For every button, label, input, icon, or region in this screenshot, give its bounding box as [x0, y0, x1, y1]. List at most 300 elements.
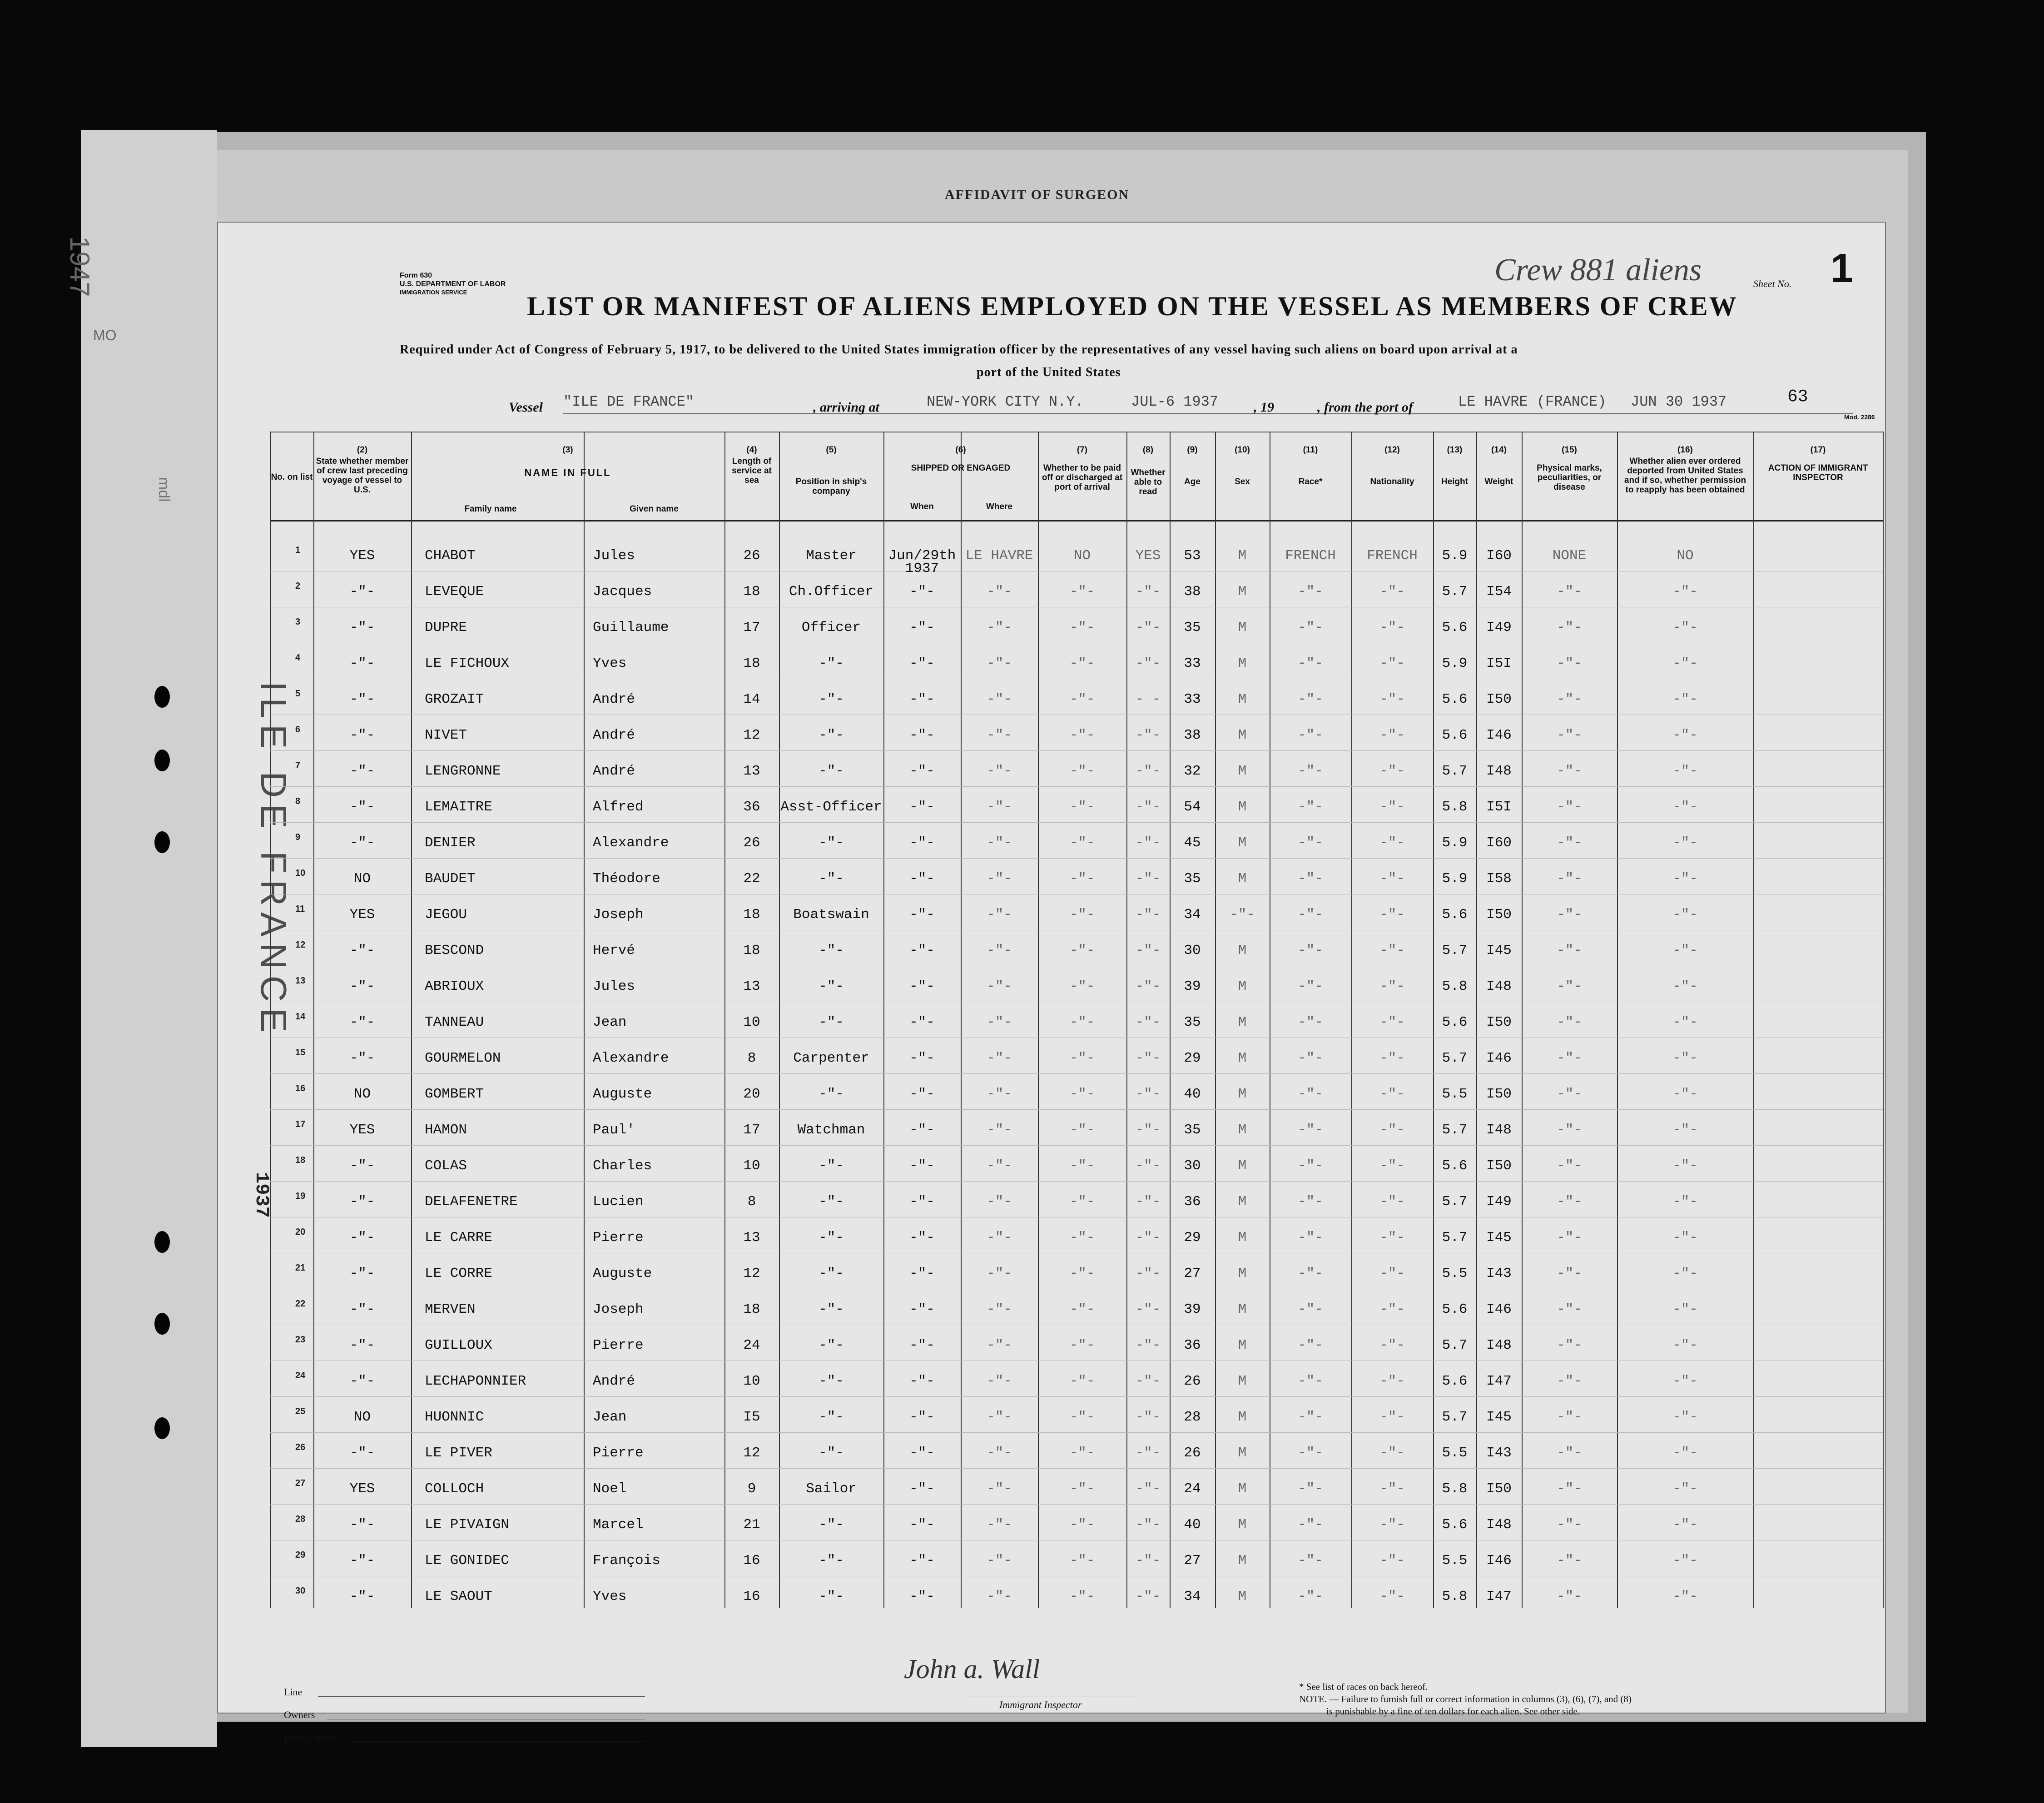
cell-phys: -"-	[1557, 656, 1582, 671]
vessel-name: "ILE DE FRANCE"	[563, 393, 695, 410]
cell-race: -"-	[1298, 1158, 1323, 1174]
cell-fam: LE CARRE	[425, 1230, 492, 1246]
cell-where: -"-	[987, 1481, 1012, 1497]
cell-when: -"-	[909, 871, 935, 887]
cell-phys: -"-	[1557, 620, 1582, 636]
cell-race: -"-	[1298, 1481, 1323, 1497]
cell-svc: 10	[743, 1373, 760, 1389]
cell-fam: LENGRONNE	[425, 763, 501, 779]
page-number: 63	[1787, 387, 1808, 407]
cell-fam: LE FICHOUX	[425, 656, 510, 671]
footer-note-failure: NOTE. — Failure to furnish full or correct information in columns (3), (6), (7), and (8)	[1299, 1694, 1632, 1704]
header-c3-num: (3)	[562, 445, 573, 455]
cell-nat: -"-	[1379, 1553, 1405, 1569]
cell-when: -"-	[909, 907, 935, 923]
cell-wt: I47	[1486, 1373, 1512, 1389]
cell-giv: André	[593, 763, 635, 779]
cell-prev: YES	[349, 1481, 375, 1497]
cell-pos: Officer	[801, 620, 861, 636]
row-rule	[270, 750, 1883, 751]
cell-ht: 5.8	[1442, 978, 1468, 994]
cell-race: FRENCH	[1285, 548, 1336, 564]
cell-wt: I50	[1486, 1158, 1512, 1174]
cell-paid: -"-	[1069, 1409, 1095, 1425]
row-rule	[270, 1396, 1883, 1397]
act-text-continued: port of the United States	[977, 365, 1121, 379]
department: U.S. DEPARTMENT OF LABOR	[400, 280, 506, 288]
cell-pos: Sailor	[806, 1481, 857, 1497]
cell-fam: CHABOT	[425, 548, 476, 564]
cell-age: 34	[1184, 1589, 1201, 1604]
cell-read: -"-	[1135, 978, 1161, 994]
cell-race: -"-	[1298, 978, 1323, 994]
cell-ht: 5.7	[1442, 1050, 1468, 1066]
cell-read: -"-	[1135, 799, 1161, 815]
cell-pos: Watchman	[797, 1122, 865, 1138]
cell-race: -"-	[1298, 943, 1323, 959]
cell-ht: 5.6	[1442, 1373, 1468, 1389]
cell-nat: -"-	[1379, 1589, 1405, 1604]
cell-race: -"-	[1298, 584, 1323, 600]
cell-pos: -"-	[819, 1158, 844, 1174]
cell-ht: 5.6	[1442, 1301, 1468, 1317]
footer-note-races: * See list of races on back hereof.	[1299, 1681, 1428, 1692]
cell-race: -"-	[1298, 1553, 1323, 1569]
cell-phys: -"-	[1557, 1158, 1582, 1174]
cell-pos: Asst-Officer	[780, 799, 882, 815]
cell-read: -"-	[1135, 1517, 1161, 1533]
cell-dep: -"-	[1672, 1337, 1698, 1353]
cell-prev: -"-	[349, 835, 375, 851]
cell-wt: I48	[1486, 978, 1512, 994]
header-service: Length of service at sea	[732, 457, 772, 485]
cell-svc: 16	[743, 1553, 760, 1569]
cell-age: 36	[1184, 1337, 1201, 1353]
cell-fam: LEMAITRE	[425, 799, 492, 815]
cell-dep: -"-	[1672, 1301, 1698, 1317]
row-rule	[270, 1468, 1883, 1469]
cell-dep: -"-	[1672, 1050, 1698, 1066]
cell-nat: -"-	[1379, 799, 1405, 815]
cell-age: 54	[1184, 799, 1201, 815]
cell-pos: -"-	[819, 727, 844, 743]
cell-paid: -"-	[1069, 1050, 1095, 1066]
strip-handwritten-ref: 1947	[64, 236, 95, 297]
cell-read: -"-	[1135, 1481, 1161, 1497]
cell-phys: -"-	[1557, 763, 1582, 779]
cell-fam: BAUDET	[425, 871, 476, 887]
cell-dep: -"-	[1672, 1589, 1698, 1604]
cell-fam: LE PIVER	[425, 1445, 492, 1461]
cell-svc: 13	[743, 763, 760, 779]
footer-agents-label: Local Agents	[284, 1732, 337, 1743]
cell-paid: -"-	[1069, 907, 1095, 923]
cell-svc: 9	[747, 1481, 756, 1497]
cell-pos: -"-	[819, 656, 844, 671]
cell-giv: Guillaume	[593, 620, 669, 636]
cell-prev: -"-	[349, 584, 375, 600]
cell-race: -"-	[1298, 656, 1323, 671]
cell-nat: -"-	[1379, 1301, 1405, 1317]
cell-phys: -"-	[1557, 584, 1582, 600]
row-number: 30	[295, 1586, 306, 1596]
cell-fam: DUPRE	[425, 620, 467, 636]
cell-giv: Jules	[593, 548, 635, 564]
cell-ht: 5.6	[1442, 620, 1468, 636]
cell-ht: 5.8	[1442, 799, 1468, 815]
header-sex: Sex	[1235, 477, 1250, 487]
cell-giv: Pierre	[593, 1445, 644, 1461]
row-rule	[270, 822, 1883, 823]
header-c12-num: (12)	[1384, 445, 1400, 455]
cell-where: -"-	[987, 1301, 1012, 1317]
cell-ht: 5.6	[1442, 691, 1468, 707]
row-number: 7	[295, 760, 301, 770]
cell-giv: Charles	[593, 1158, 652, 1174]
footer-line-label: Line	[284, 1686, 303, 1698]
cell-pos: -"-	[819, 1553, 844, 1569]
cell-nat: -"-	[1379, 1445, 1405, 1461]
cell-when-year: 1937	[905, 561, 939, 576]
row-rule	[270, 1145, 1883, 1146]
crew-table	[270, 432, 1883, 1608]
cell-prev: -"-	[349, 799, 375, 815]
cell-giv: Joseph	[593, 1301, 644, 1317]
cell-pos: -"-	[819, 1445, 844, 1461]
cell-paid: -"-	[1069, 727, 1095, 743]
cell-where: -"-	[987, 907, 1012, 923]
cell-where: -"-	[987, 1050, 1012, 1066]
cell-prev: -"-	[349, 1230, 375, 1246]
cell-age: 32	[1184, 763, 1201, 779]
cell-svc: 26	[743, 835, 760, 851]
cell-dep: -"-	[1672, 835, 1698, 851]
header-read: Whether able to read	[1131, 468, 1166, 497]
cell-where: -"-	[987, 1158, 1012, 1174]
cell-race: -"-	[1298, 1445, 1323, 1461]
cell-where: -"-	[987, 835, 1012, 851]
cell-age: 34	[1184, 907, 1201, 923]
footer-line-rule	[318, 1696, 645, 1697]
cell-dep: -"-	[1672, 871, 1698, 887]
cell-when: -"-	[909, 1301, 935, 1317]
cell-giv: André	[593, 691, 635, 707]
header-height: Height	[1441, 477, 1469, 487]
cell-phys: -"-	[1557, 1050, 1582, 1066]
cell-where: -"-	[987, 620, 1012, 636]
cell-where: -"-	[987, 1014, 1012, 1030]
cell-race: -"-	[1298, 763, 1323, 779]
cell-when: -"-	[909, 1373, 935, 1389]
cell-paid: NO	[1073, 548, 1091, 564]
cell-wt: I48	[1486, 763, 1512, 779]
cell-where: LE HAVRE	[965, 548, 1033, 564]
cell-age: 28	[1184, 1409, 1201, 1425]
cell-nat: -"-	[1379, 727, 1405, 743]
cell-paid: -"-	[1069, 978, 1095, 994]
cell-dep: -"-	[1672, 1122, 1698, 1138]
cell-wt: I54	[1486, 584, 1512, 600]
cell-paid: -"-	[1069, 799, 1095, 815]
cell-age: 39	[1184, 1301, 1201, 1317]
cell-age: 33	[1184, 691, 1201, 707]
cell-when: -"-	[909, 1517, 935, 1533]
cell-ht: 5.7	[1442, 1409, 1468, 1425]
cell-read: -"-	[1135, 1409, 1161, 1425]
cell-prev: -"-	[349, 1266, 375, 1281]
cell-read: -"-	[1135, 1194, 1161, 1210]
cell-sex: M	[1238, 1194, 1247, 1210]
cell-where: -"-	[987, 1445, 1012, 1461]
cell-pos: -"-	[819, 978, 844, 994]
header-where: Where	[986, 502, 1013, 512]
cell-read: -"-	[1135, 907, 1161, 923]
cell-wt: I58	[1486, 871, 1512, 887]
cell-age: 27	[1184, 1266, 1201, 1281]
row-number: 29	[295, 1550, 306, 1560]
cell-sex: M	[1238, 1445, 1247, 1461]
row-number: 22	[295, 1299, 306, 1309]
cell-age: 36	[1184, 1194, 1201, 1210]
cell-giv: Yves	[593, 1589, 627, 1604]
cell-fam: LE SAOUT	[425, 1589, 492, 1604]
cell-nat: -"-	[1379, 1158, 1405, 1174]
cell-age: 30	[1184, 943, 1201, 959]
cell-where: -"-	[987, 656, 1012, 671]
cell-when: Jun/29th	[888, 548, 956, 564]
cell-pos: Ch.Officer	[789, 584, 874, 600]
cell-sex: M	[1238, 691, 1247, 707]
cell-svc: 22	[743, 871, 760, 887]
header-nationality: Nationality	[1370, 477, 1414, 487]
cell-fam: BESCOND	[425, 943, 484, 959]
cell-dep: NO	[1677, 548, 1694, 564]
cell-ht: 5.5	[1442, 1553, 1468, 1569]
from-port-label: , from the port of	[1317, 400, 1413, 415]
header-c2-num: (2)	[357, 445, 368, 455]
cell-fam: LE PIVAIGN	[425, 1517, 510, 1533]
cell-when: -"-	[909, 1266, 935, 1281]
cell-read: -"-	[1135, 1301, 1161, 1317]
cell-giv: Jacques	[593, 584, 652, 600]
row-number: 17	[295, 1119, 306, 1129]
cell-dep: -"-	[1672, 907, 1698, 923]
cell-paid: -"-	[1069, 871, 1095, 887]
row-rule	[270, 1181, 1883, 1182]
cell-when: -"-	[909, 835, 935, 851]
cell-sex: M	[1238, 943, 1247, 959]
cell-age: 35	[1184, 871, 1201, 887]
cell-read: -"-	[1135, 620, 1161, 636]
service: IMMIGRATION SERVICE	[400, 289, 467, 296]
cell-phys: -"-	[1557, 1301, 1582, 1317]
cell-read: -"-	[1135, 1158, 1161, 1174]
cell-prev: -"-	[349, 943, 375, 959]
cell-paid: -"-	[1069, 1589, 1095, 1604]
punch-hole	[154, 1313, 170, 1335]
punch-hole	[154, 750, 170, 771]
cell-prev: -"-	[349, 1337, 375, 1353]
cell-giv: Alexandre	[593, 1050, 669, 1066]
cell-sex: M	[1238, 1481, 1247, 1497]
cell-sex: M	[1238, 727, 1247, 743]
cell-paid: -"-	[1069, 1158, 1095, 1174]
cell-when: -"-	[909, 620, 935, 636]
cell-age: 53	[1184, 548, 1201, 564]
cell-phys: -"-	[1557, 907, 1582, 923]
row-number: 12	[295, 940, 306, 950]
cell-nat: -"-	[1379, 763, 1405, 779]
cell-paid: -"-	[1069, 943, 1095, 959]
row-number: 6	[295, 725, 301, 735]
cell-when: -"-	[909, 1445, 935, 1461]
cell-fam: LECHAPONNIER	[425, 1373, 526, 1389]
cell-where: -"-	[987, 1373, 1012, 1389]
header-c16-num: (16)	[1677, 445, 1693, 455]
cell-pos: -"-	[819, 1589, 844, 1604]
cell-pos: Boatswain	[793, 907, 869, 923]
cell-paid: -"-	[1069, 1337, 1095, 1353]
cell-phys: -"-	[1557, 1086, 1582, 1102]
cell-read: - -	[1135, 691, 1161, 707]
cell-dep: -"-	[1672, 1373, 1698, 1389]
cell-dep: -"-	[1672, 943, 1698, 959]
cell-svc: 18	[743, 656, 760, 671]
cell-nat: -"-	[1379, 1481, 1405, 1497]
punch-hole	[154, 1417, 170, 1439]
cell-phys: -"-	[1557, 691, 1582, 707]
cell-nat: -"-	[1379, 835, 1405, 851]
cell-giv: Jean	[593, 1409, 627, 1425]
cell-phys: -"-	[1557, 835, 1582, 851]
cell-sex: M	[1238, 656, 1247, 671]
cell-dep: -"-	[1672, 1553, 1698, 1569]
cell-when: -"-	[909, 1050, 935, 1066]
cell-pos: -"-	[819, 943, 844, 959]
header-c4-num: (4)	[746, 445, 757, 455]
cell-when: -"-	[909, 691, 935, 707]
header-c6-num: (6)	[955, 445, 966, 455]
header-c15-num: (15)	[1562, 445, 1577, 455]
cell-ht: 5.8	[1442, 1589, 1468, 1604]
cell-fam: HUONNIC	[425, 1409, 484, 1425]
cell-age: 26	[1184, 1373, 1201, 1389]
cell-paid: -"-	[1069, 1086, 1095, 1102]
cell-dep: -"-	[1672, 799, 1698, 815]
cell-read: -"-	[1135, 835, 1161, 851]
cell-wt: I5I	[1486, 656, 1512, 671]
cell-pos: -"-	[819, 871, 844, 887]
cell-dep: -"-	[1672, 1086, 1698, 1102]
cell-giv: Hervé	[593, 943, 635, 959]
cell-svc: 8	[747, 1194, 756, 1210]
column-rule	[1883, 432, 1884, 1608]
header-age: Age	[1184, 477, 1201, 487]
cell-fam: LEVEQUE	[425, 584, 484, 600]
cell-fam: LE GONIDEC	[425, 1553, 510, 1569]
row-number: 28	[295, 1514, 306, 1524]
header-name: NAME IN FULL	[524, 467, 611, 478]
cell-ht: 5.7	[1442, 1122, 1468, 1138]
cell-prev: -"-	[349, 1050, 375, 1066]
cell-prev: -"-	[349, 1589, 375, 1604]
cell-fam: GOURMELON	[425, 1050, 501, 1066]
cell-pos: -"-	[819, 1086, 844, 1102]
cell-nat: -"-	[1379, 1050, 1405, 1066]
header-c10-num: (10)	[1235, 445, 1250, 455]
header-c9-num: (9)	[1187, 445, 1198, 455]
column-rule	[1753, 432, 1754, 1608]
cell-nat: -"-	[1379, 1373, 1405, 1389]
cell-when: -"-	[909, 1230, 935, 1246]
cell-when: -"-	[909, 1194, 935, 1210]
cell-race: -"-	[1298, 620, 1323, 636]
cell-giv: Paul'	[593, 1122, 635, 1138]
cell-wt: I46	[1486, 1301, 1512, 1317]
cell-ht: 5.5	[1442, 1086, 1468, 1102]
cell-ht: 5.6	[1442, 1014, 1468, 1030]
cell-age: 26	[1184, 1445, 1201, 1461]
cell-pos: Carpenter	[793, 1050, 869, 1066]
cell-where: -"-	[987, 871, 1012, 887]
cell-fam: NIVET	[425, 727, 467, 743]
cell-read: YES	[1135, 548, 1161, 564]
cell-ht: 5.7	[1442, 763, 1468, 779]
cell-dep: -"-	[1672, 1230, 1698, 1246]
cell-wt: I43	[1486, 1445, 1512, 1461]
cell-when: -"-	[909, 1158, 935, 1174]
header-family-name: Family name	[464, 504, 517, 514]
row-number: 13	[295, 976, 306, 986]
cell-wt: I48	[1486, 1122, 1512, 1138]
cell-wt: I48	[1486, 1337, 1512, 1353]
cell-wt: I46	[1486, 1553, 1512, 1569]
cell-prev: -"-	[349, 1014, 375, 1030]
cell-race: -"-	[1298, 1589, 1323, 1604]
cell-when: -"-	[909, 1337, 935, 1353]
row-number: 20	[295, 1227, 306, 1237]
page-title: LIST OR MANIFEST OF ALIENS EMPLOYED ON THE VESSEL AS MEMBERS OF CREW	[527, 291, 1738, 321]
cell-pos: -"-	[819, 1517, 844, 1533]
cell-nat: FRENCH	[1367, 548, 1418, 564]
binding-strip	[81, 130, 217, 1747]
cell-dep: -"-	[1672, 656, 1698, 671]
row-number: 4	[295, 653, 301, 663]
cell-paid: -"-	[1069, 1553, 1095, 1569]
cell-phys: -"-	[1557, 1481, 1582, 1497]
cell-svc: 13	[743, 978, 760, 994]
cell-pos: -"-	[819, 1230, 844, 1246]
cell-giv: Jules	[593, 978, 635, 994]
cell-ht: 5.9	[1442, 548, 1468, 564]
cell-prev: NO	[353, 1086, 371, 1102]
cell-when: -"-	[909, 763, 935, 779]
cell-fam: TANNEAU	[425, 1014, 484, 1030]
row-number: 8	[295, 796, 301, 806]
cell-when: -"-	[909, 1409, 935, 1425]
cell-race: -"-	[1298, 1230, 1323, 1246]
column-rule	[584, 432, 585, 1608]
cell-svc: 17	[743, 620, 760, 636]
cell-nat: -"-	[1379, 656, 1405, 671]
cell-read: -"-	[1135, 1050, 1161, 1066]
row-number: 18	[295, 1155, 306, 1165]
cell-where: -"-	[987, 727, 1012, 743]
cell-wt: I46	[1486, 727, 1512, 743]
cell-read: -"-	[1135, 1122, 1161, 1138]
cell-age: 29	[1184, 1230, 1201, 1246]
cell-read: -"-	[1135, 1337, 1161, 1353]
